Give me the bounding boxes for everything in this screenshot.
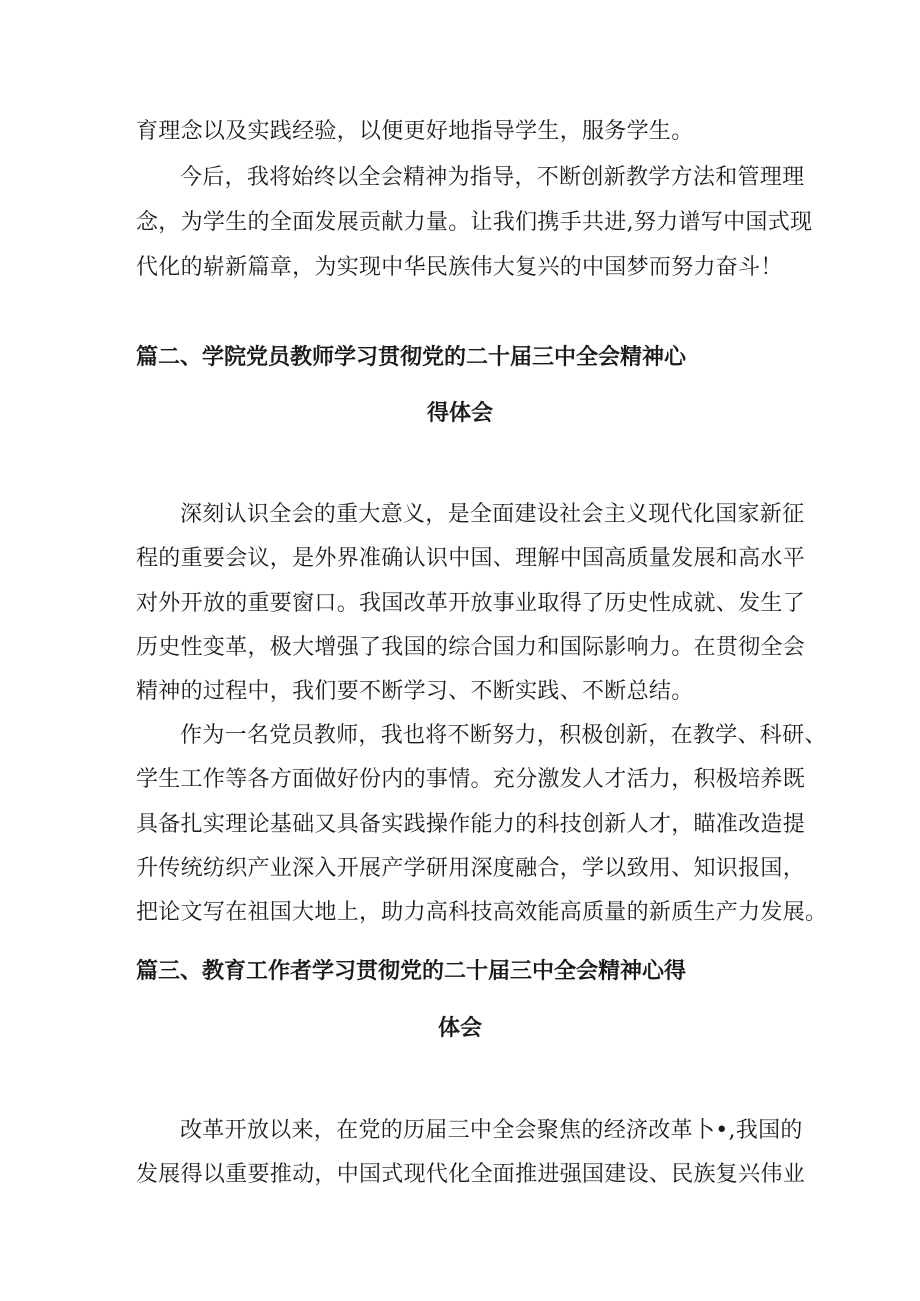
paragraph-line: 代化的崭新篇章，为实现中华民族伟大复兴的中国梦而努力奋斗！	[136, 255, 783, 280]
paragraph-line: 育理念以及实践经验，以便更好地指导学生，服务学生。	[136, 119, 694, 144]
paragraph-line: 学生工作等各方面做好份内的事情。充分激发人才活力，积极培养既	[136, 767, 806, 792]
section-heading: 篇三、教育工作者学习贯彻党的二十届三中全会精神心得	[136, 959, 687, 984]
section-heading: 篇二、学院党员教师学习贯彻党的二十届三中全会精神心	[136, 345, 687, 370]
paragraph-line: 程的重要会议，是外界准确认识中国、理解中国高质量发展和高水平	[136, 546, 806, 571]
paragraph-line: 念，为学生的全面发展贡献力量。让我们携手共进,努力谱写中国式现	[136, 210, 813, 235]
paragraph-line: 深刻认识全会的重大意义，是全面建设社会主义现代化国家新征	[180, 502, 805, 527]
paragraph-line: 作为一名党员教师，我也将不断努力，积极创新，在教学、科研、	[180, 723, 827, 748]
paragraph-line: 历史性变革，极大增强了我国的综合国力和国际影响力。在贯彻全会	[136, 635, 806, 660]
paragraph-line: 精神的过程中，我们要不断学习、不断实践、不断总结。	[136, 679, 694, 704]
paragraph-line: 具备扎实理论基础又具备实践操作能力的科技创新人才，瞄准改造提	[136, 812, 806, 837]
paragraph-line: 今后，我将始终以全会精神为指导，不断创新教学方法和管理理	[180, 165, 805, 190]
paragraph-line: 把论文写在祖国大地上，助力高科技高效能高质量的新质生产力发展。	[136, 900, 828, 925]
paragraph-line: 对外开放的重要窗口。我国改革开放事业取得了历史性成就、发生了	[136, 591, 806, 616]
paragraph-line: 升传统纺织产业深入开展产学研用深度融合，学以致用、知识报国，	[136, 856, 806, 881]
paragraph-line: 发展得以重要推动，中国式现代化全面推进强国建设、民族复兴伟业	[136, 1162, 806, 1187]
paragraph-line: 改革开放以来，在党的历届三中全会聚焦的经济改革卜•,我国的	[180, 1118, 803, 1143]
section-heading-continued: 得体会	[426, 401, 493, 426]
section-heading-continued: 体会	[437, 1016, 482, 1041]
